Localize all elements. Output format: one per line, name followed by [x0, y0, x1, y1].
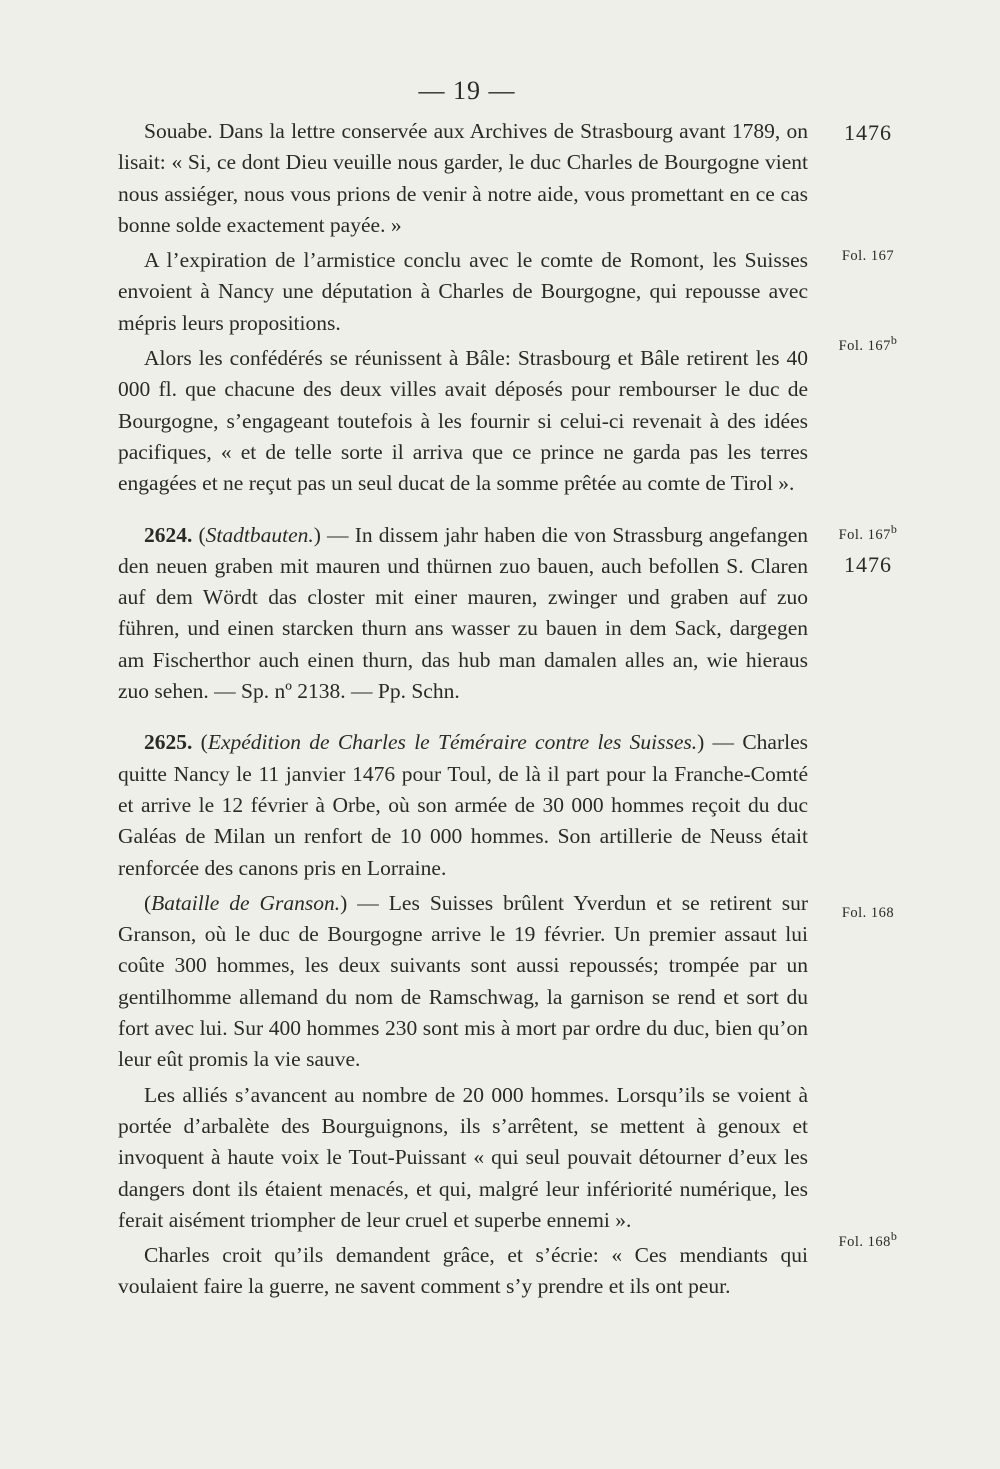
margin-folio [818, 248, 918, 265]
margin-year [818, 120, 918, 146]
text-run: A l’expiration de l’armistice conclu avec le comte de Romont, les Suisses envoient à Nancy une députation à Charles de Bourgogne, qui repousse avec mépris leurs propositions. [118, 248, 808, 335]
entry-title: Stadtbauten. [205, 522, 314, 547]
text-run: Alors les confédérés se réunissent à Bâle: Strasbourg et Bâle retirent les 40 000 fl. que chacune des deux villes avait déposés pour rembourser le duc de Bourgogne, s’engageant toutefois à les fournir si celui-ci revenait à des idées pacifiques, « et de telle sorte il arriva que ce prince ne garda pas les terres engagées et ne reçut pas un seul ducat de la somme prêtée au comte de Tirol ». [118, 346, 808, 496]
entry-title: Expédition de Charles le Téméraire contre les Suisses. [207, 730, 698, 755]
text-run: ( [144, 890, 152, 915]
margin-folio [818, 1229, 918, 1251]
text-run: ) — Les Suisses brûlent Yverdun et se retirent sur Granson, où le duc de Bourgogne arrive le 19 février. Un premier assaut lui coûte 300 hommes, les deux suivants sont aussi repoussés; trompée par un gentilhomme allemand du nom de Ramschwag, la garnison se rend et sort du fort avec lui. Sur 400 hommes 230 sont mis à mort par ordre du duc, bien qu’on leur eût promis la vie sauve. [118, 890, 809, 1072]
margin-note-text: Fol. 168 [838, 1234, 891, 1250]
text-run: ) — In dissem jahr haben die von Strassburg angefangen den neuen graben mit mauren und thürnen zuo bauen, auch befollen S. Claren auf dem Wördt das closter mit einer mauren, zwinger und graben auf zuo führen, und einen starcken thurn ans wasser zu bauen in dem Sack, dargegen am Fischerthor auch einen thurn, das hub man damalen alles an, wie hieraus zuo sehen. — Sp. nº 2138. — Pp. Schn. [118, 522, 808, 704]
margin-year [818, 552, 918, 578]
text-run: Charles croit qu’ils demandent grâce, et s’écrie: « Ces mendiants qui voulaient faire la guerre, ne savent comment s’y prendre et ils ont peur. [118, 1243, 808, 1299]
entry-number: 2624. [144, 522, 193, 547]
paragraph [118, 245, 808, 339]
margin-folio [818, 905, 918, 922]
margin-note-text: 1476 [844, 120, 892, 145]
margin-note-text: 1476 [844, 552, 892, 577]
text-run: Souabe. Dans la lettre conservée aux Archives de Strasbourg avant 1789, on lisait: « Si, ce dont Dieu veuille nous garder, le duc Charles de Bourgogne vient nous assiéger, nous vous prions de venir à notre aide, vous promettant en ce cas bonne solde exactement payée. » [118, 119, 808, 237]
entry-number: 2625. [144, 730, 193, 755]
margin-folio [818, 333, 918, 355]
paragraph [118, 888, 808, 1076]
page-number: — 19 — [418, 76, 516, 105]
margin-folio [818, 522, 918, 544]
paragraph [118, 1240, 808, 1303]
paragraph [118, 1080, 808, 1236]
text-run: Les alliés s’avancent au nombre de 20 000 hommes. Lorsqu’ils se voient à portée d’arbalète des Bourguignons, ils s’arrêtent, se mettent à genoux et invoquent à haute voix le Tout-Puissant « qui seul pouvait détourner d’eux les dangers dont ils étaient menacés, et qui, malgré leur infériorité numérique, les ferait aisément triompher de leur cruel et superbe ennemi ». [118, 1082, 808, 1232]
margin-note-text: Fol. 167 [838, 338, 891, 354]
margin-note-text: Fol. 167 [841, 248, 895, 264]
paragraph [118, 116, 808, 241]
margin-note-superscript: b [890, 522, 898, 537]
main-text [118, 116, 808, 1303]
margin-note-superscript: b [890, 333, 898, 348]
text-run: ( [192, 522, 206, 547]
entry-title: Bataille de Granson. [151, 890, 341, 915]
entry-2624 [118, 520, 808, 708]
margin-note-text: Fol. 168 [841, 905, 895, 921]
text-run: ( [192, 730, 208, 755]
margin-note-superscript: b [890, 1229, 898, 1244]
entry-2625 [118, 727, 808, 883]
margin-note-text: Fol. 167 [838, 527, 891, 543]
paragraph [118, 343, 808, 499]
text-run: ) — Charles quitte Nancy le 11 janvier 1476 pour Toul, de là il part pour la Franche-Comté et arrive le 12 février à Orbe, où son armée de 30 000 hommes reçoit du duc Galéas de Milan un renfort de 10 000 hommes. Son artillerie de Neuss était renforcée des canons pris en Lorraine. [118, 730, 809, 880]
